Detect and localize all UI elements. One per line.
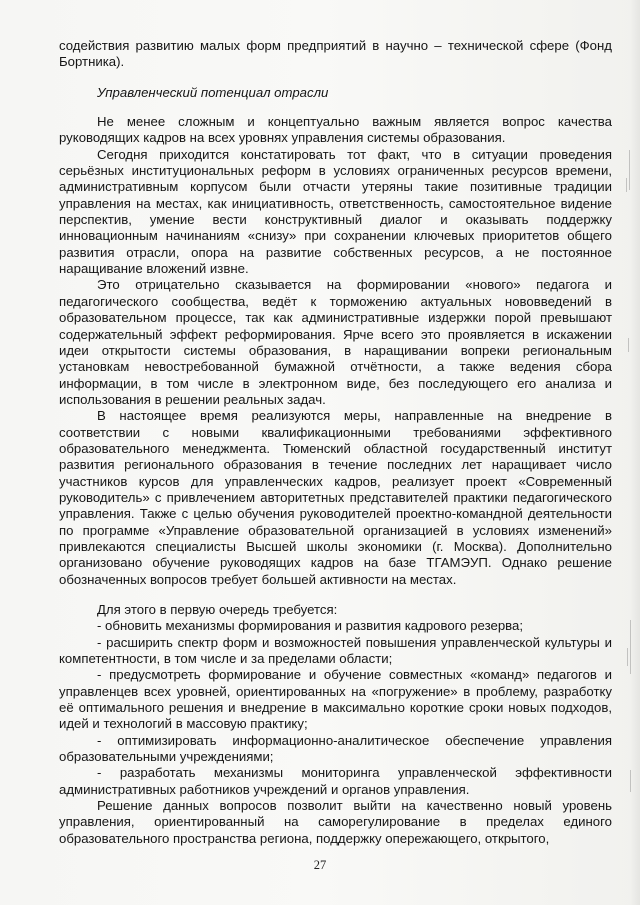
- paragraph: Это отрицательно сказывается на формировании «нового» педагога и педагогического сообщества, ведёт к торможению актуальных нововведений в образовательном процессе, так как административные издержки порой превышают содержательный эффект реформирования. Ярче всего это проявляется в искажении идеи открытости системы образования, в наращивании вопреки региональным установкам невостребованной бумажной отчётности, а также ведения сбора информации, в том числе в электронном виде, без последующего его анализа и использования в решении реальных задач.: [59, 277, 612, 407]
- page-text: [59, 38, 612, 847]
- paragraph: Не менее сложным и концептуально важным является вопрос качества руководящих кадров на всех уровнях управления системы образования.: [59, 114, 612, 146]
- scan-artifact: [628, 338, 629, 352]
- scan-artifact: [626, 178, 627, 192]
- paragraph: Сегодня приходится констатировать тот факт, что в ситуации проведения серьёзных институциональных реформ в условиях ограниченных ресурсов времени, административным корпусом были отчасти утеряны такие позитивные традиции управления на местах, как инициативность, ответственность, самостоятельное видение перспектив, умение вести конструктивный диалог и оказывать поддержку инновационным начинаниям «снизу» при сохранении ключевых приоритетов общего развития отрасли, опора на развитие собственных ресурсов, а не постоянное наращивание вложений извне.: [59, 146, 612, 277]
- list-item: - предусмотреть формирование и обучение совместных «команд» педагогов и управленцев всех уровней, ориентированных на «погружение» в проблему, разработку её оптимального решения и внедрение в максимально короткие сроки новых подходов, идей и технологий в массовую практику;: [59, 667, 612, 732]
- section-heading: Управленческий потенциал отрасли: [97, 84, 329, 100]
- paragraph: Решение данных вопросов позволит выйти на качественно новый уровень управления, ориентированный на саморегулирование в пределах единого образовательного пространства региона, поддержку опережающего, открытого,: [59, 798, 612, 846]
- list-item: - оптимизировать информационно-аналитическое обеспечение управления образовательными учреждениями;: [59, 732, 612, 765]
- paragraph: Для этого в первую очередь требуется:: [97, 602, 338, 617]
- paragraph: В настоящее время реализуются меры, направленные на внедрение в соответствии с новыми квалификационными требованиями эффективного образовательного менеджмента. Тюменский областной государственный институт развития регионального образования в течение последних лет наращивает число участников курсов для управленческих кадров, реализует проект «Современный руководитель» с привлечением авторитетных представителей практики педагогического управления. Также с целью обучения руководителей проектно-командной деятельности по программе «Управление образовательной организацией в условиях изменений» привлекаются специалисты Высшей школы экономики (г. Москва). Дополнительно организовано обучение руководящих кадров на базе ТГАМЭУП. Однако решение обозначенных вопросов требует большей активности на местах.: [59, 408, 612, 587]
- scan-edge-shadow: [630, 0, 640, 905]
- list-item: - расширить спектр форм и возможностей повышения управленческой культуры и компетентности, в том числе и за пределами области;: [59, 634, 612, 667]
- list-item: - разработать механизмы мониторинга управленческой эффективности административных работников учреждений и органов управления.: [59, 765, 612, 797]
- scan-artifact: [627, 648, 628, 666]
- paragraph-continuation: содействия развитию малых форм предприятий в научно – технической сфере (Фонд Бортника).: [59, 38, 612, 70]
- list-item: - обновить механизмы формирования и развития кадрового резерва;: [97, 618, 524, 634]
- page-number: 27: [313, 858, 327, 872]
